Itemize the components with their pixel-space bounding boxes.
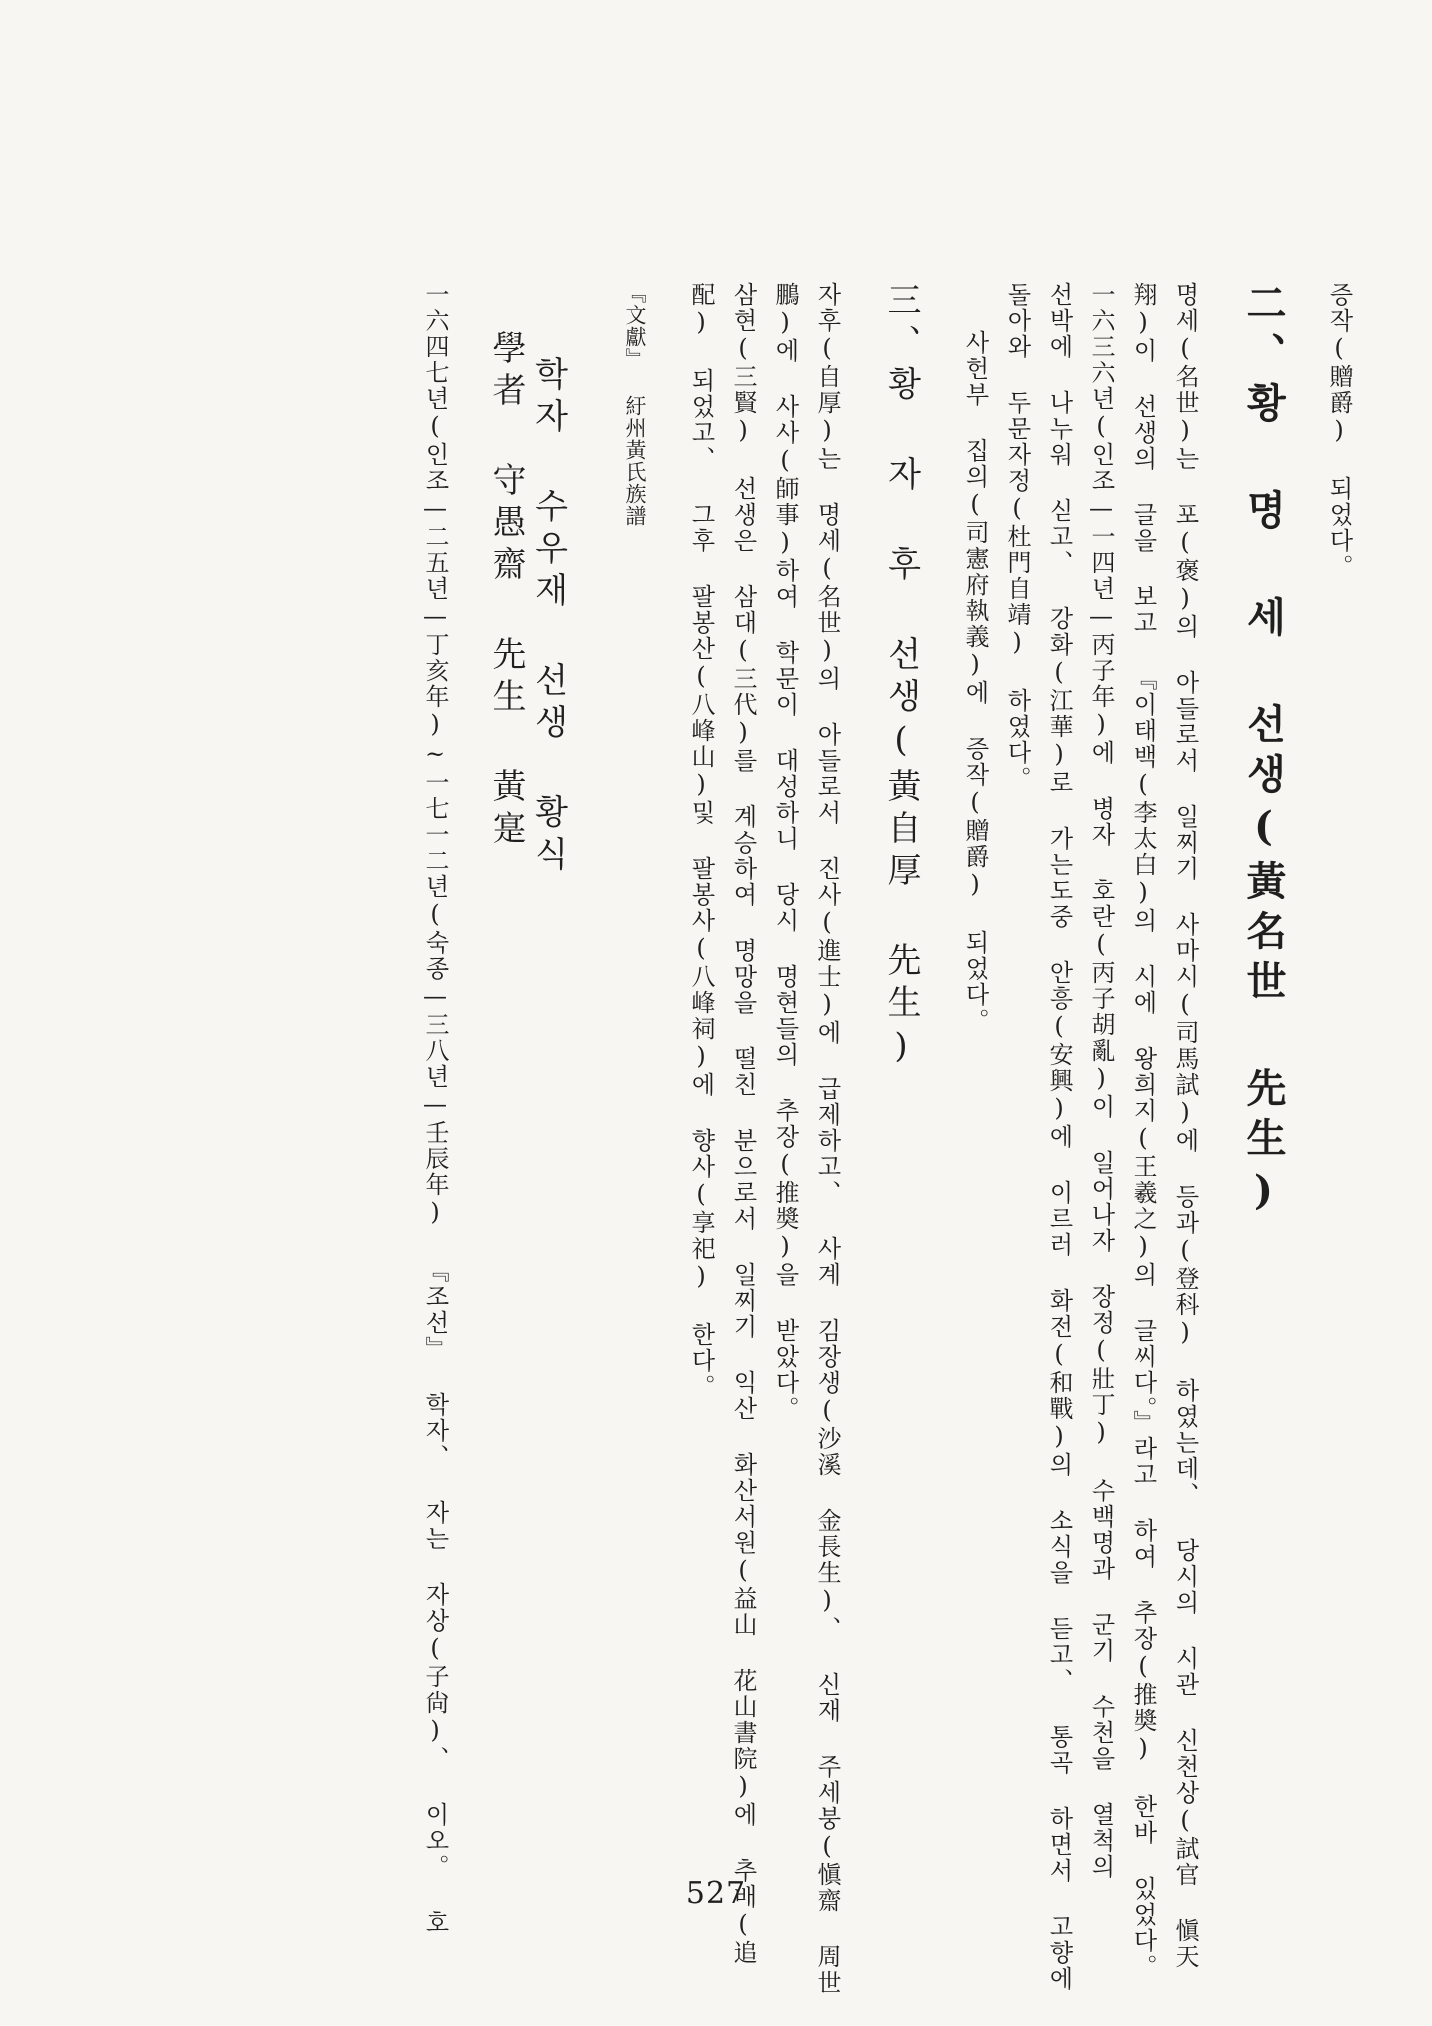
text-column-11: 鵬)에 사사(師事)하여 학문이 대성하니 당시 명현들의 추장(推奬)을 받았다。 xyxy=(771,282,799,1422)
text-column-17: 一六四七년(인조—二五년—丁亥年)~一七一二년(숙종—三八년—壬辰年) 『조선』 학자、 자는 자상(子尙)、 이오。 호 xyxy=(421,282,449,1936)
source-citation: 『文獻』 紆州黃氏族譜 xyxy=(623,282,647,527)
subheading-hanja: 學者 守愚齋 先生 黃寔 xyxy=(486,330,526,852)
text-column-1: 증작(贈爵) 되었다。 xyxy=(1325,282,1353,580)
text-column-5: 一六三六년(인조—一四년—丙子年)에 병자 호란(丙子胡亂)이 일어나자 장정(壯丁) 수백명과 군기 수천을 열척의 xyxy=(1087,282,1115,1880)
text-column-3: 명세(名世)는 포(褒)의 아들로서 일찌기 사마시(司馬試)에 등과(登科) 하였는데、 당시의 시관 신천상(試官 愼天 xyxy=(1171,282,1199,1970)
text-column-7: 돌아와 두문자정(杜門自靖) 하였다。 xyxy=(1003,282,1031,792)
text-column-10: 자후(自厚)는 명세(名世)의 아들로서 진사(進士)에 급제하고、 사계 김장생(沙溪 金長生)、 신재 주세붕(愼齋 周世 xyxy=(813,282,841,1996)
text-column-4: 翔)이 선생의 글을 보고 『이태백(李太白)의 시에 왕희지(王羲之)의 글씨다。』라고 하여 추장(推奬) 한바 있었다。 xyxy=(1129,282,1157,1980)
section-heading-2: 二、황 명 세 선생(黃名世 先生) xyxy=(1240,282,1287,1224)
text-column-13: 配) 되었고、 그후 팔봉산(八峰山)및 팔봉사(八峰祠)에 향사(享祀) 한다。 xyxy=(687,282,715,1400)
subheading-korean: 학자 수우재 선생 황식 xyxy=(528,356,568,878)
page-number: 527 xyxy=(685,1876,747,1911)
section-heading-3: 三、황 자 후 선생(黃自厚 先生) xyxy=(881,282,921,1074)
text-column-6: 선박에 나누워 싣고、 강화(江華)로 가는도중 안흥(安興)에 이르러 화전(和戰)의 소식을 듣고、 통곡 하면서 고향에 xyxy=(1045,282,1073,1992)
text-column-8: 사헌부 집의(司憲府執義)에 증작(贈爵) 되었다。 xyxy=(961,330,989,1034)
text-column-12: 삼현(三賢) 선생은 삼대(三代)를 계승하여 명망을 떨친 분으로서 일찌기 익산 화산서원(益山 花山書院)에 추배(追 xyxy=(729,282,757,1966)
